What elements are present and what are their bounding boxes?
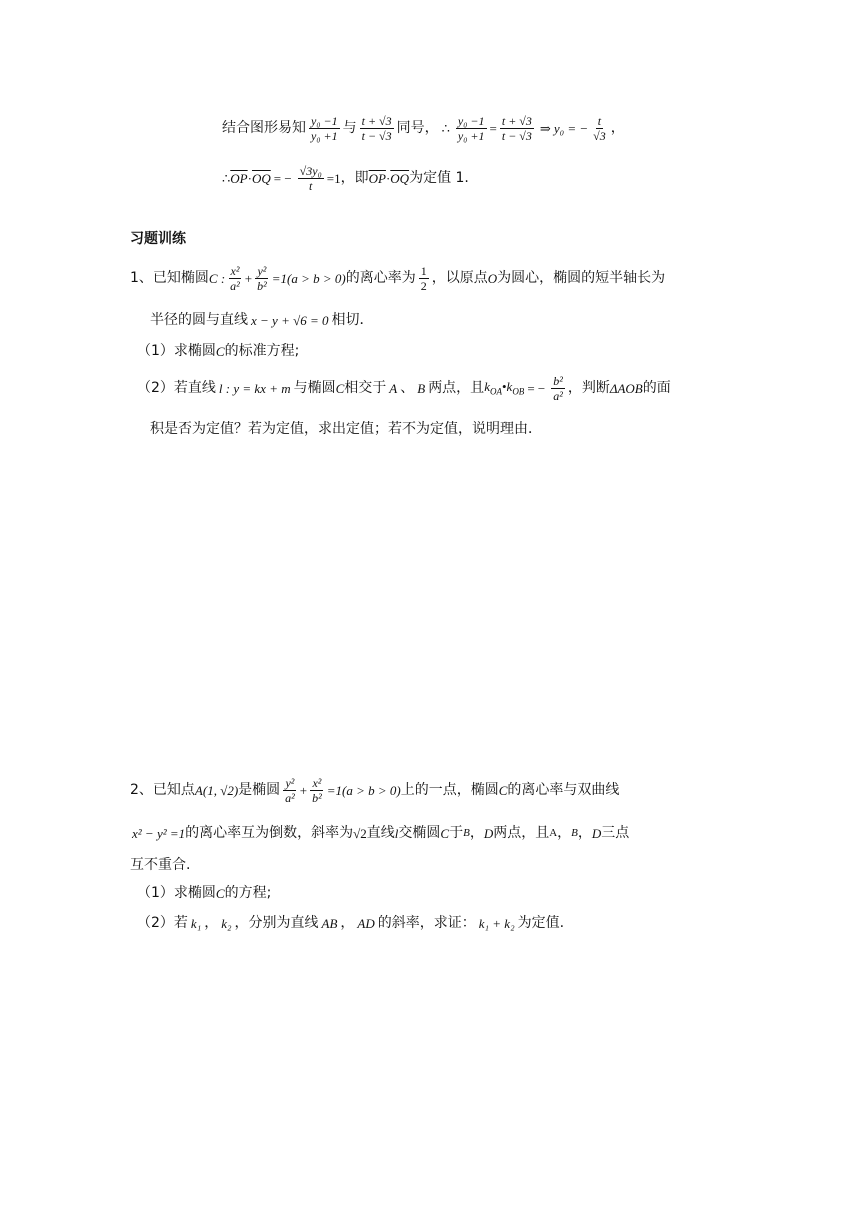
math-expression: x − y + √6 = 0 xyxy=(251,312,329,328)
problem-1-line-1 xyxy=(130,258,665,298)
math-expression: A xyxy=(549,826,558,839)
problem-text: 与椭圆 xyxy=(293,380,336,396)
intro-text: 与 xyxy=(342,120,357,136)
math-expression: AD xyxy=(357,915,375,931)
math-expression: $k_{OA}•k_{OB}$ xyxy=(484,378,525,397)
problem-text: （2）若 xyxy=(137,915,188,931)
fraction: $\frac{\text{x²}}{\text{a²}}$ xyxy=(230,263,240,293)
problem-text: （1）求椭圆 xyxy=(137,885,216,901)
problem-text: ， xyxy=(577,825,592,841)
fraction: $\frac{\text{y²}}{\text{b²}}$ xyxy=(257,263,267,293)
problem-2-question-2 xyxy=(137,913,564,933)
problem-2-line-3: 互不重合. xyxy=(130,857,191,873)
math-expression: B xyxy=(417,380,426,396)
math-expression: l : y = kx + m xyxy=(218,380,291,396)
math-expression: =1(a > b > 0) xyxy=(326,782,401,798)
fraction: $\frac{1}{2}$ xyxy=(420,263,427,293)
intro-text: 为定值 1. xyxy=(409,170,469,186)
problem-text: 相交于 xyxy=(344,380,387,396)
problem-text: 的斜率，求证： xyxy=(377,915,476,931)
fraction: $\frac{\text{x²}}{\text{b²}}$ xyxy=(312,775,322,805)
problem-1-line-2 xyxy=(150,310,374,330)
problem-text: （1）求椭圆 xyxy=(137,343,216,359)
problem-text: 的离心率与双曲线 xyxy=(507,782,620,798)
math-expression: D xyxy=(591,825,602,841)
math-expression: k₂ xyxy=(221,915,232,931)
math-expression: = − xyxy=(273,170,292,186)
problem-2-line-2 xyxy=(132,822,629,844)
dot-symbol: · xyxy=(385,170,391,186)
math-expression: =1(a > b > 0) xyxy=(271,270,346,286)
math-expression: y₀ = − xyxy=(553,120,589,136)
fraction: $\frac{\text{y₀ −1}}{\text{y₀ +1}}$ xyxy=(457,113,485,143)
therefore-symbol: ∴ xyxy=(222,170,231,186)
fraction: $\frac{\text{√3y₀}}{t}$ xyxy=(299,163,322,193)
problem-text: 的离心率互为倒数，斜率为 xyxy=(185,825,354,841)
problem-text: 1、已知椭圆 xyxy=(130,270,209,286)
math-expression: C : xyxy=(208,270,226,286)
intro-text: 结合图形易知 xyxy=(222,120,306,136)
math-expression: AB xyxy=(321,915,338,931)
problem-text: 相切． xyxy=(331,312,374,328)
dot-symbol: · xyxy=(247,170,252,186)
math-expression: ΔAOB xyxy=(609,380,643,396)
section-heading: 习题训练 xyxy=(130,231,186,247)
math-expression: A(1, √2) xyxy=(194,782,239,798)
problem-text: 的离心率为 xyxy=(345,270,416,286)
fraction: $\frac{t}{√3}$ xyxy=(593,113,606,143)
math-expression: D xyxy=(483,825,494,841)
equals: = xyxy=(489,120,497,136)
math-expression: l xyxy=(394,825,399,841)
plus-symbol: + xyxy=(299,782,308,798)
problem-text: 的面 xyxy=(642,380,671,396)
intro-line-1 xyxy=(222,110,625,146)
problem-1-question-1 xyxy=(137,341,299,361)
vector-op: $\overline{OP}$ xyxy=(368,170,386,186)
math-expression: = − xyxy=(527,380,546,396)
math-expression: O xyxy=(487,270,498,286)
problem-text: 2、已知点 xyxy=(130,782,195,798)
problem-2-line-1 xyxy=(130,770,619,810)
fraction: $\frac{t + √3}{t - √3}$ xyxy=(361,113,392,143)
problem-text: 为圆心，椭圆的短半轴长为 xyxy=(497,270,666,286)
vector-oq: $\overline{OQ}$ xyxy=(390,170,410,186)
math-expression: k₁ + k₂ xyxy=(478,915,515,931)
problem-text: ， xyxy=(469,825,484,841)
intro-text: ， xyxy=(610,120,625,136)
problem-text: ， xyxy=(204,915,219,931)
math-expression: √2 xyxy=(353,825,367,841)
problem-text: 的标准方程; xyxy=(224,343,300,359)
problem-text: ， xyxy=(557,825,572,841)
problem-text: （2）若直线 xyxy=(137,380,216,396)
vector-oq: $\overline{OQ}$ xyxy=(251,170,271,186)
problem-1-question-2 xyxy=(137,368,671,408)
fraction: $\frac{\text{b²}}{\text{a²}}$ xyxy=(553,373,563,403)
problem-text: 两点，且 xyxy=(493,825,550,841)
problem-text: 半径的圆与直线 xyxy=(150,312,248,328)
problem-text: ，判断 xyxy=(567,380,610,396)
problem-text: 三点 xyxy=(601,825,630,841)
implies-symbol: ⇒ xyxy=(539,120,551,136)
fraction: $\frac{\text{y₀ −1}}{\text{y₀ +1}}$ xyxy=(311,113,338,143)
problem-text: ， xyxy=(340,915,355,931)
vector-op: $\overline{OP}$ xyxy=(230,170,248,186)
fraction: $\frac{\text{y²}}{\text{a²}}$ xyxy=(285,775,295,805)
intro-text: 同号， xyxy=(396,120,439,136)
math-expression: C xyxy=(215,885,225,901)
problem-text: 两点，且 xyxy=(428,380,485,396)
plus-symbol: + xyxy=(244,270,253,286)
problem-text: ，分别为直线 xyxy=(234,915,319,931)
problem-text: 交椭圆 xyxy=(398,825,441,841)
math-expression: k₁ xyxy=(190,915,202,931)
therefore-symbol: ∴ xyxy=(441,120,450,136)
fraction: $\frac{t + √3}{t - √3}$ xyxy=(501,113,532,143)
intro-text: ，即 xyxy=(340,170,369,186)
math-expression: =1 xyxy=(326,170,341,186)
math-expression: x² − y² =1 xyxy=(132,825,186,841)
problem-text: 于 xyxy=(449,825,464,841)
math-expression: B xyxy=(571,826,578,839)
math-expression: C xyxy=(335,380,345,396)
problem-text: 直线 xyxy=(366,825,395,841)
problem-text: ，以原点 xyxy=(431,270,488,286)
math-expression: C xyxy=(215,343,225,359)
problem-text: 、 xyxy=(400,380,415,396)
math-expression: C xyxy=(498,782,508,798)
problem-text: 是椭圆 xyxy=(238,782,281,798)
problem-text: 为定值. xyxy=(517,915,565,931)
problem-text: 的方程; xyxy=(224,885,272,901)
math-expression: B xyxy=(463,826,470,839)
intro-line-2 xyxy=(222,160,469,196)
math-expression: A xyxy=(389,380,398,396)
problem-2-question-1 xyxy=(137,883,271,903)
problem-1-question-2-cont: 积是否为定值？若为定值，求出定值；若不为定值，说明理由． xyxy=(150,421,542,437)
math-expression: C xyxy=(440,825,450,841)
problem-text: 上的一点，椭圆 xyxy=(400,782,499,798)
